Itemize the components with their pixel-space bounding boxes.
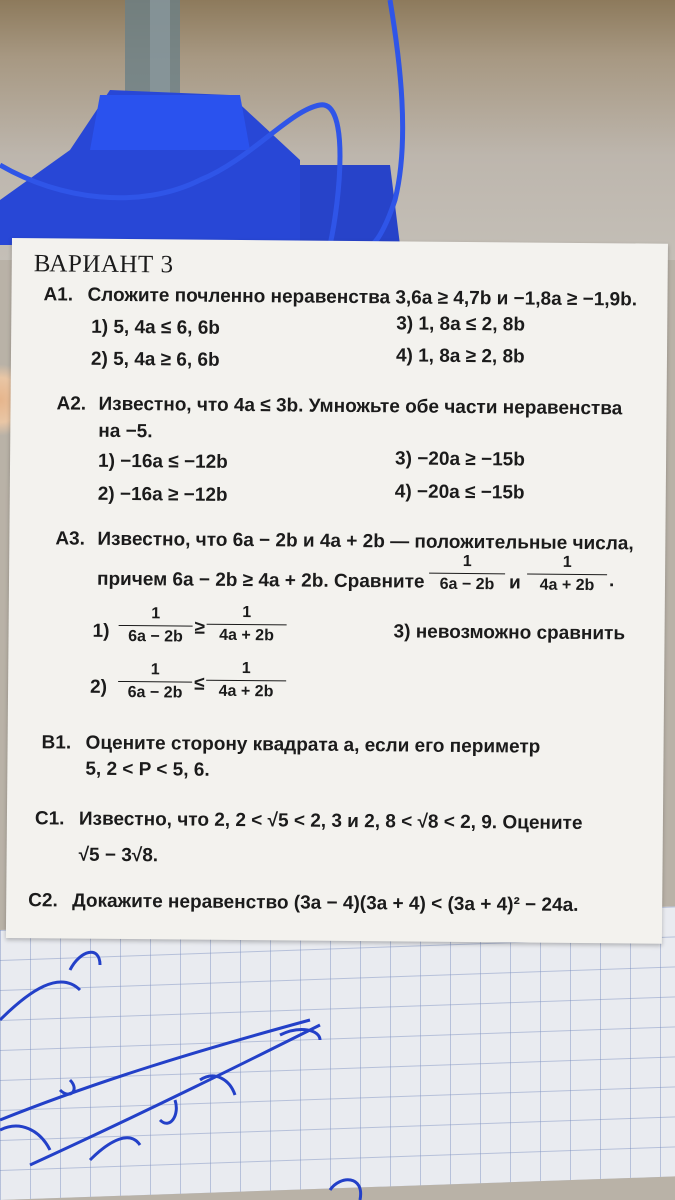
a1-label: А1.: [43, 284, 74, 306]
a3-period: .: [608, 570, 615, 592]
a2-option-4: 4) −20a ≤ −15b: [394, 481, 525, 504]
a3-question-line1: Известно, что 6a − 2b и 4a + 2b — положительные числа,: [97, 528, 634, 555]
c1-line2: √5 − 3√8.: [78, 844, 159, 867]
b1-line2: 5, 2 < P < 5, 6.: [85, 758, 210, 781]
a3-label: А3.: [55, 528, 86, 550]
a3-fraction-1-numerator: 1: [462, 552, 472, 571]
c1-line1: Известно, что 2, 2 < √5 < 2, 3 и 2, 8 < √8 < 2, 9. Оцените: [78, 808, 583, 834]
denominator: 6a − 2b: [118, 681, 192, 703]
a3-option-2-label: 2): [89, 676, 108, 698]
a1-option-1: 1) 5, 4a ≤ 6, 6b: [91, 316, 221, 339]
a3-fraction-2-denominator: 4a + 2b: [527, 574, 607, 596]
a3-fraction-2: [527, 554, 607, 596]
a3-option-1-left-fraction: [118, 605, 192, 647]
a3-option-1-sign: ≥: [194, 617, 206, 639]
a2-question-line1: Известно, что 4a ≤ 3b. Умножьте обе части неравенства: [98, 393, 623, 420]
variant-title: ВАРИАНТ 3: [33, 250, 174, 279]
a3-option-1-right-fraction: [206, 604, 286, 646]
a3-and-word: и: [508, 572, 521, 594]
a1-option-3: 3) 1, 8a ≤ 2, 8b: [396, 313, 526, 336]
a3-fraction-2-numerator: 1: [562, 553, 572, 571]
denominator: 4a + 2b: [206, 624, 286, 646]
numerator: 1: [241, 660, 251, 678]
a1-option-2: 2) 5, 4a ≥ 6, 6b: [90, 348, 220, 371]
a3-option-2-left-fraction: [118, 661, 192, 703]
c1-label: С1.: [34, 808, 65, 830]
a3-option-2-sign: ≤: [194, 673, 205, 695]
a2-option-1: 1) −16a ≤ −12b: [97, 450, 228, 473]
a1-option-4: 4) 1, 8a ≥ 2, 8b: [395, 345, 525, 368]
a2-label: А2.: [56, 393, 87, 415]
pen-scribbles: [0, 930, 675, 1200]
test-sheet: [6, 238, 668, 944]
a3-question-line2: причем 6a − 2b ≥ 4a + 2b. Сравните: [96, 568, 425, 593]
a3-option-2-right-fraction: [206, 660, 286, 702]
a3-option-1-label: 1): [92, 620, 110, 642]
numerator: 1: [150, 661, 160, 679]
a3-fraction-1: [429, 553, 505, 595]
b1-label: В1.: [41, 732, 72, 754]
a1-question: Сложите почленно неравенства 3,6a ≥ 4,7b и −1,8a ≥ −1,9b.: [87, 284, 638, 311]
denominator: 4a + 2b: [206, 680, 286, 702]
a3-fraction-1-denominator: 6a − 2b: [429, 573, 505, 595]
blue-holder: [0, 0, 675, 260]
a2-option-2: 2) −16a ≥ −12b: [97, 483, 228, 506]
b1-line1: Оцените сторону квадрата a, если его периметр: [85, 732, 541, 758]
numerator: 1: [151, 605, 161, 623]
a3-option-3: 3) невозможно сравнить: [393, 621, 626, 645]
denominator: 6a − 2b: [118, 625, 192, 647]
a2-question-line2: на −5.: [98, 420, 153, 443]
c2-line1: Докажите неравенство (3a − 4)(3a + 4) < (3a + 4)² − 24a.: [72, 890, 579, 916]
a2-option-3: 3) −20a ≥ −15b: [394, 448, 525, 471]
c2-label: С2.: [28, 890, 58, 912]
numerator: 1: [242, 604, 252, 622]
